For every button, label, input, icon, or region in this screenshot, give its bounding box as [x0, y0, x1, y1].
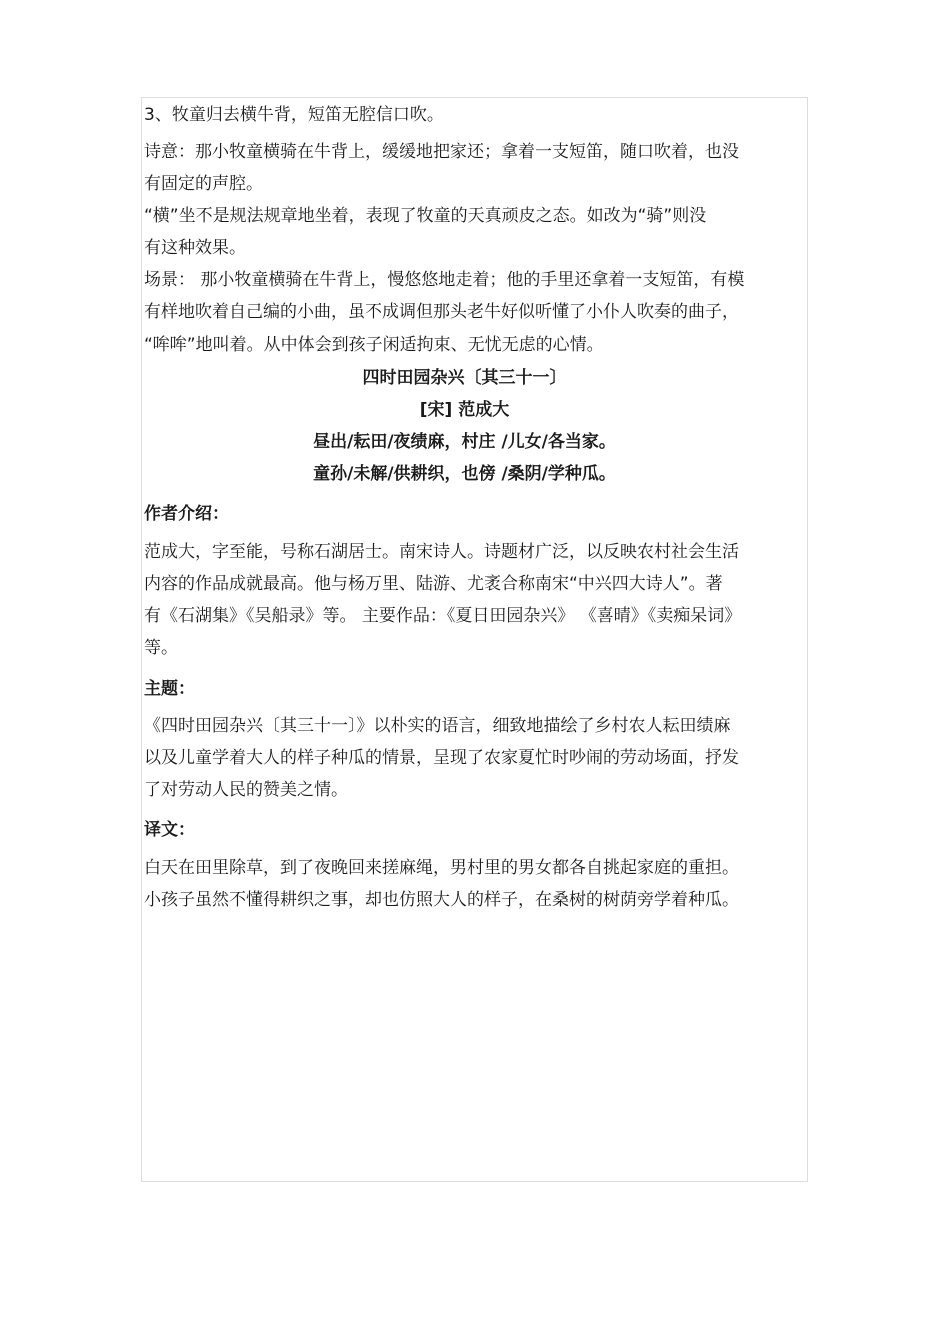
- poem-line-2: 童孙/未解/供耕织，也傍 /桑阴/学种瓜。: [313, 464, 616, 484]
- item3-analysis-line-1: “横”坐不是规法规章地坐着，表现了牧童的天真顽皮之态。如改为“骑”则没: [144, 206, 707, 226]
- poem-line-1: 昼出/耘田/夜绩麻，村庄 /儿女/各当家。: [313, 432, 616, 452]
- theme-line-1: 《四时田园杂兴〔其三十一〕》以朴实的语言，细致地描绘了乡村农人耘田绩麻: [144, 716, 731, 736]
- item3-heading: 3、牧童归去横牛背，短笛无腔信口吹。: [144, 105, 444, 125]
- translation-line-1: 白天在田里除草，到了夜晚回来搓麻绳，男村里的男女都各自挑起家庭的重担。: [144, 858, 739, 878]
- item3-scene-line-3: “哞哞”地叫着。从中体会到孩子闲适拘束、无忧无虑的心情。: [144, 335, 604, 355]
- translation-label: 译文：: [144, 820, 195, 840]
- theme-line-3: 了对劳动人民的赞美之情。: [144, 780, 348, 800]
- author-intro-line-1: 范成大，字至能，号称石湖居士。南宋诗人。诗题材广泛，以反映农村社会生活: [144, 542, 739, 562]
- poem-title: 四时田园杂兴〔其三十一〕: [362, 368, 567, 388]
- item3-meaning-line-1: 诗意：那小牧童横骑在牛背上，缓缓地把家还；拿着一支短笛，随口吹着，也没: [144, 142, 739, 162]
- theme-label: 主题：: [144, 679, 195, 699]
- author-intro-label: 作者介绍：: [144, 504, 229, 524]
- author-intro-line-3: 有《石湖集》《吴船录》等。 主要作品：《夏日田园杂兴》 《喜晴》《卖痴呆词》: [144, 606, 742, 626]
- author-intro-line-2: 内容的作品成就最高。他与杨万里、陆游、尤袤合称南宋“中兴四大诗人”。著: [144, 574, 723, 594]
- item3-meaning-line-2: 有固定的声腔。: [144, 174, 263, 194]
- item3-analysis-line-2: 有这种效果。: [144, 238, 246, 258]
- translation-line-2: 小孩子虽然不懂得耕织之事，却也仿照大人的样子，在桑树的树荫旁学着种瓜。: [144, 890, 739, 910]
- page-frame: [141, 97, 808, 1182]
- author-intro-line-4: 等。: [144, 638, 178, 658]
- poem-author: [宋] 范成大: [419, 400, 510, 420]
- theme-line-2: 以及儿童学着大人的样子种瓜的情景，呈现了农家夏忙时吵闹的劳动场面，抒发: [144, 748, 739, 768]
- item3-scene-line-2: 有样地吹着自己编的小曲，虽不成调但那头老牛好似听懂了小仆人吹奏的曲子，: [144, 302, 739, 322]
- item3-scene-line-1: 场景： 那小牧童横骑在牛背上，慢悠悠地走着；他的手里还拿着一支短笛，有模: [144, 270, 745, 290]
